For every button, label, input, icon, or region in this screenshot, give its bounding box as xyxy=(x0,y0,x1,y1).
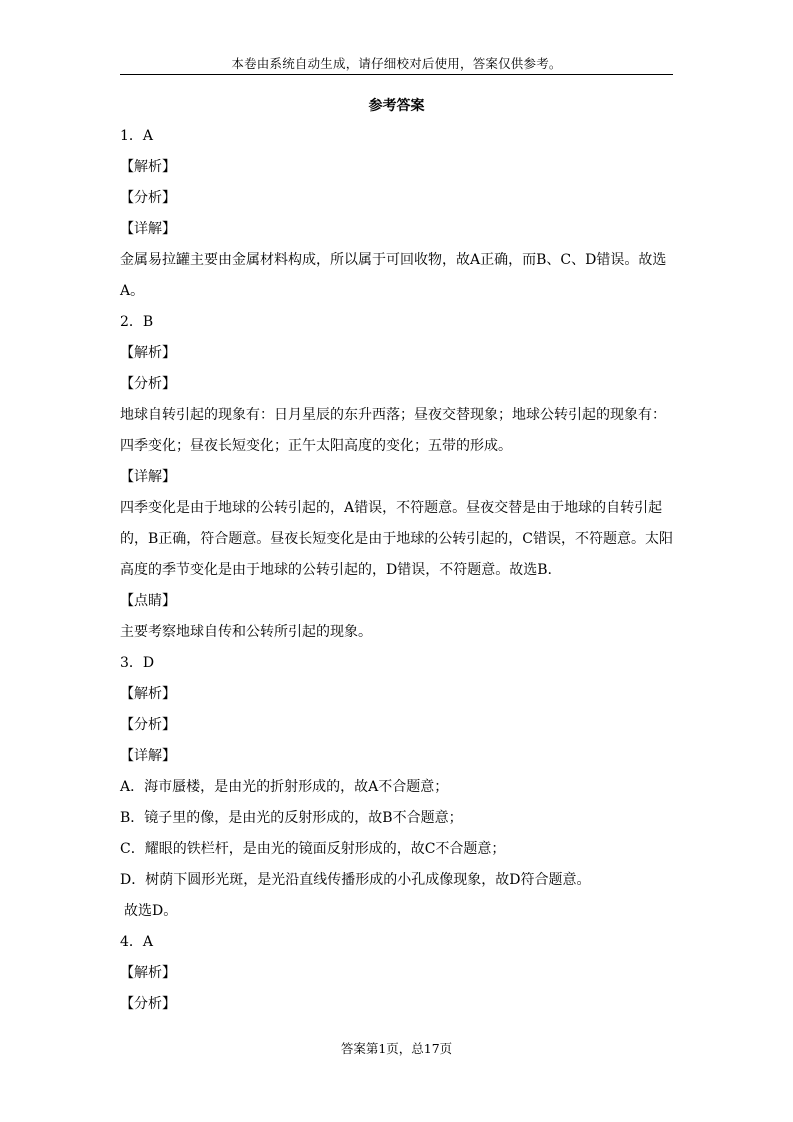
option-c-text-3: C．耀眼的铁栏杆，是由光的镜面反射形成的，故C不合题意； xyxy=(120,841,506,857)
section-jiexi-1: 【解析】 xyxy=(120,159,176,175)
option-a-text-3: A．海市蜃楼，是由光的折射形成的，故A不合题意； xyxy=(120,779,449,795)
page-title: 参考答案 xyxy=(368,98,425,114)
section-xiangjie-3: 【详解】 xyxy=(120,748,176,764)
header-divider xyxy=(120,74,673,75)
section-fenxi-2: 【分析】 xyxy=(120,376,176,392)
answer-number-2: 2．B xyxy=(120,314,154,330)
section-xiangjie-2: 【详解】 xyxy=(120,469,176,485)
section-jiexi-4: 【解析】 xyxy=(120,965,176,981)
analysis-text-2: 地球自转引起的现象有：日月星辰的东升西落；昼夜交替现象；地球公转引起的现象有：四季变化；昼夜长短变化；正午太阳高度的变化；五带的形成。 xyxy=(120,407,666,454)
detail-text-2: 四季变化是由于地球的公转引起的，A错误，不符题意。昼夜交替是由于地球的自转引起的，B正确，符合题意。昼夜长短变化是由于地球的公转引起的，C错误，不符题意。太阳高度的季节变化是由于地球的公转引起的，D错误，不符题意。故选B. xyxy=(120,500,673,578)
conclusion-text-3: 故选D。 xyxy=(124,903,178,919)
answer-number-4: 4．A xyxy=(120,934,154,950)
option-b-text-3: B．镜子里的像，是由光的反射形成的，故B不合题意； xyxy=(120,810,463,826)
page-footer: 答案第1页，总17页 xyxy=(340,1041,453,1056)
section-jiexi-2: 【解析】 xyxy=(120,345,176,361)
detail-text-1: 金属易拉罐主要由金属材料构成，所以属于可回收物，故A正确，而B、C、D错误。故选A。 xyxy=(120,252,667,299)
section-fenxi-4: 【分析】 xyxy=(120,996,176,1012)
answer-content xyxy=(120,121,676,1020)
answer-number-1: 1．A xyxy=(120,128,154,144)
option-d-text-3: D．树荫下圆形光斑，是光沿直线传播形成的小孔成像现象，故D符合题意。 xyxy=(120,872,591,888)
comment-text-2: 主要考察地球自传和公转所引起的现象。 xyxy=(120,624,372,640)
section-xiangjie-1: 【详解】 xyxy=(120,221,176,237)
page-header: 本卷由系统自动生成，请仔细校对后使用，答案仅供参考。 xyxy=(231,56,562,71)
answer-number-3: 3．D xyxy=(120,655,155,671)
section-dianjing-2: 【点睛】 xyxy=(120,593,176,609)
section-fenxi-3: 【分析】 xyxy=(120,717,176,733)
section-jiexi-3: 【解析】 xyxy=(120,686,176,702)
section-fenxi-1: 【分析】 xyxy=(120,190,176,206)
